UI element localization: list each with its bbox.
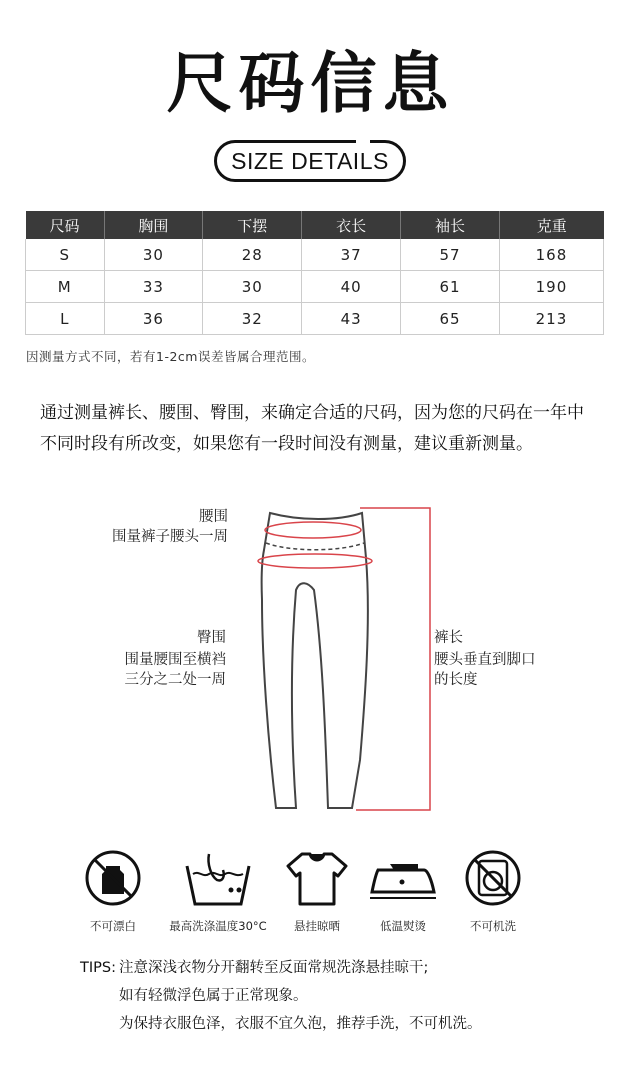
table-header: 衣长 [302, 211, 401, 239]
hang-dry-icon [272, 846, 362, 910]
leggings-outline [262, 513, 368, 808]
intro-paragraph: 通过测量裤长、腰围、臀围，来确定合适的尺码，因为您的尺码在一年中不同时段有所改变，如果您有一段时间没有测量，建议重新测量。 [40, 403, 584, 454]
table-cell: 43 [302, 303, 401, 335]
table-cell: 36 [104, 303, 203, 335]
table-cell: 30 [203, 271, 302, 303]
table-cell: L [26, 303, 105, 335]
care-item-low-iron [358, 846, 448, 934]
table-cell: M [26, 271, 105, 303]
size-details-badge: SIZE DETAILS [214, 140, 406, 182]
care-label: 不可机洗 [470, 919, 516, 933]
table-cell: 32 [203, 303, 302, 335]
waist-ring [265, 522, 361, 538]
tips-line: 注意深浅衣物分开翻转至反面常规洗涤悬挂晾干; [119, 960, 429, 976]
care-label: 低温熨烫 [380, 919, 426, 933]
table-header: 克重 [499, 211, 603, 239]
length-desc-line: 的长度 [434, 672, 478, 688]
care-label: 不可漂白 [90, 919, 136, 933]
wash-temperature-icon [173, 846, 263, 910]
care-item-no-machine-wash [448, 846, 538, 934]
hip-desc-line: 三分之二处一周 [124, 672, 226, 688]
tips-line: 为保持衣服色泽，衣服不宜久泡，推荐手洗，不可机洗。 [119, 1016, 482, 1032]
table-cell: 28 [203, 239, 302, 271]
care-label: 悬挂晾晒 [294, 919, 340, 933]
table-header: 胸围 [104, 211, 203, 239]
table-cell: 168 [499, 239, 603, 271]
no-machine-wash-icon [448, 846, 538, 910]
table-header: 下摆 [203, 211, 302, 239]
low-iron-icon [358, 846, 448, 910]
table-cell: 190 [499, 271, 603, 303]
hip-ring [258, 554, 372, 568]
table-cell: 30 [104, 239, 203, 271]
waist-label: 腰围 [199, 509, 228, 525]
table-cell: 61 [401, 271, 500, 303]
tips-line: 如有轻微浮色属于正常现象。 [119, 988, 308, 1004]
no-bleach-icon [68, 846, 158, 910]
length-label: 裤长 [434, 630, 463, 646]
table-cell: S [26, 239, 105, 271]
length-desc-line: 腰头垂直到脚口 [434, 652, 536, 668]
table-header: 袖长 [401, 211, 500, 239]
care-item-hang-dry [272, 846, 362, 934]
measurement-note: 因测量方式不同，若有1-2cm误差皆属合理范围。 [26, 349, 315, 364]
table-header: 尺码 [26, 211, 105, 239]
table-cell: 213 [499, 303, 603, 335]
waistband-dashed-line [266, 543, 364, 550]
table-cell: 65 [401, 303, 500, 335]
care-label: 最高洗涤温度30°C [169, 919, 267, 933]
hip-label: 臀围 [197, 630, 226, 646]
waist-desc: 围量裤子腰头一周 [112, 529, 228, 545]
care-item-wash-temperature [168, 846, 268, 934]
hip-desc-line: 围量腰围至横裆 [124, 652, 226, 668]
table-cell: 40 [302, 271, 401, 303]
table-cell: 57 [401, 239, 500, 271]
care-item-no-bleach [68, 846, 158, 934]
table-cell: 33 [104, 271, 203, 303]
page-title: 尺码信息 [166, 45, 455, 122]
table-cell: 37 [302, 239, 401, 271]
tips-label: TIPS: [80, 960, 116, 976]
